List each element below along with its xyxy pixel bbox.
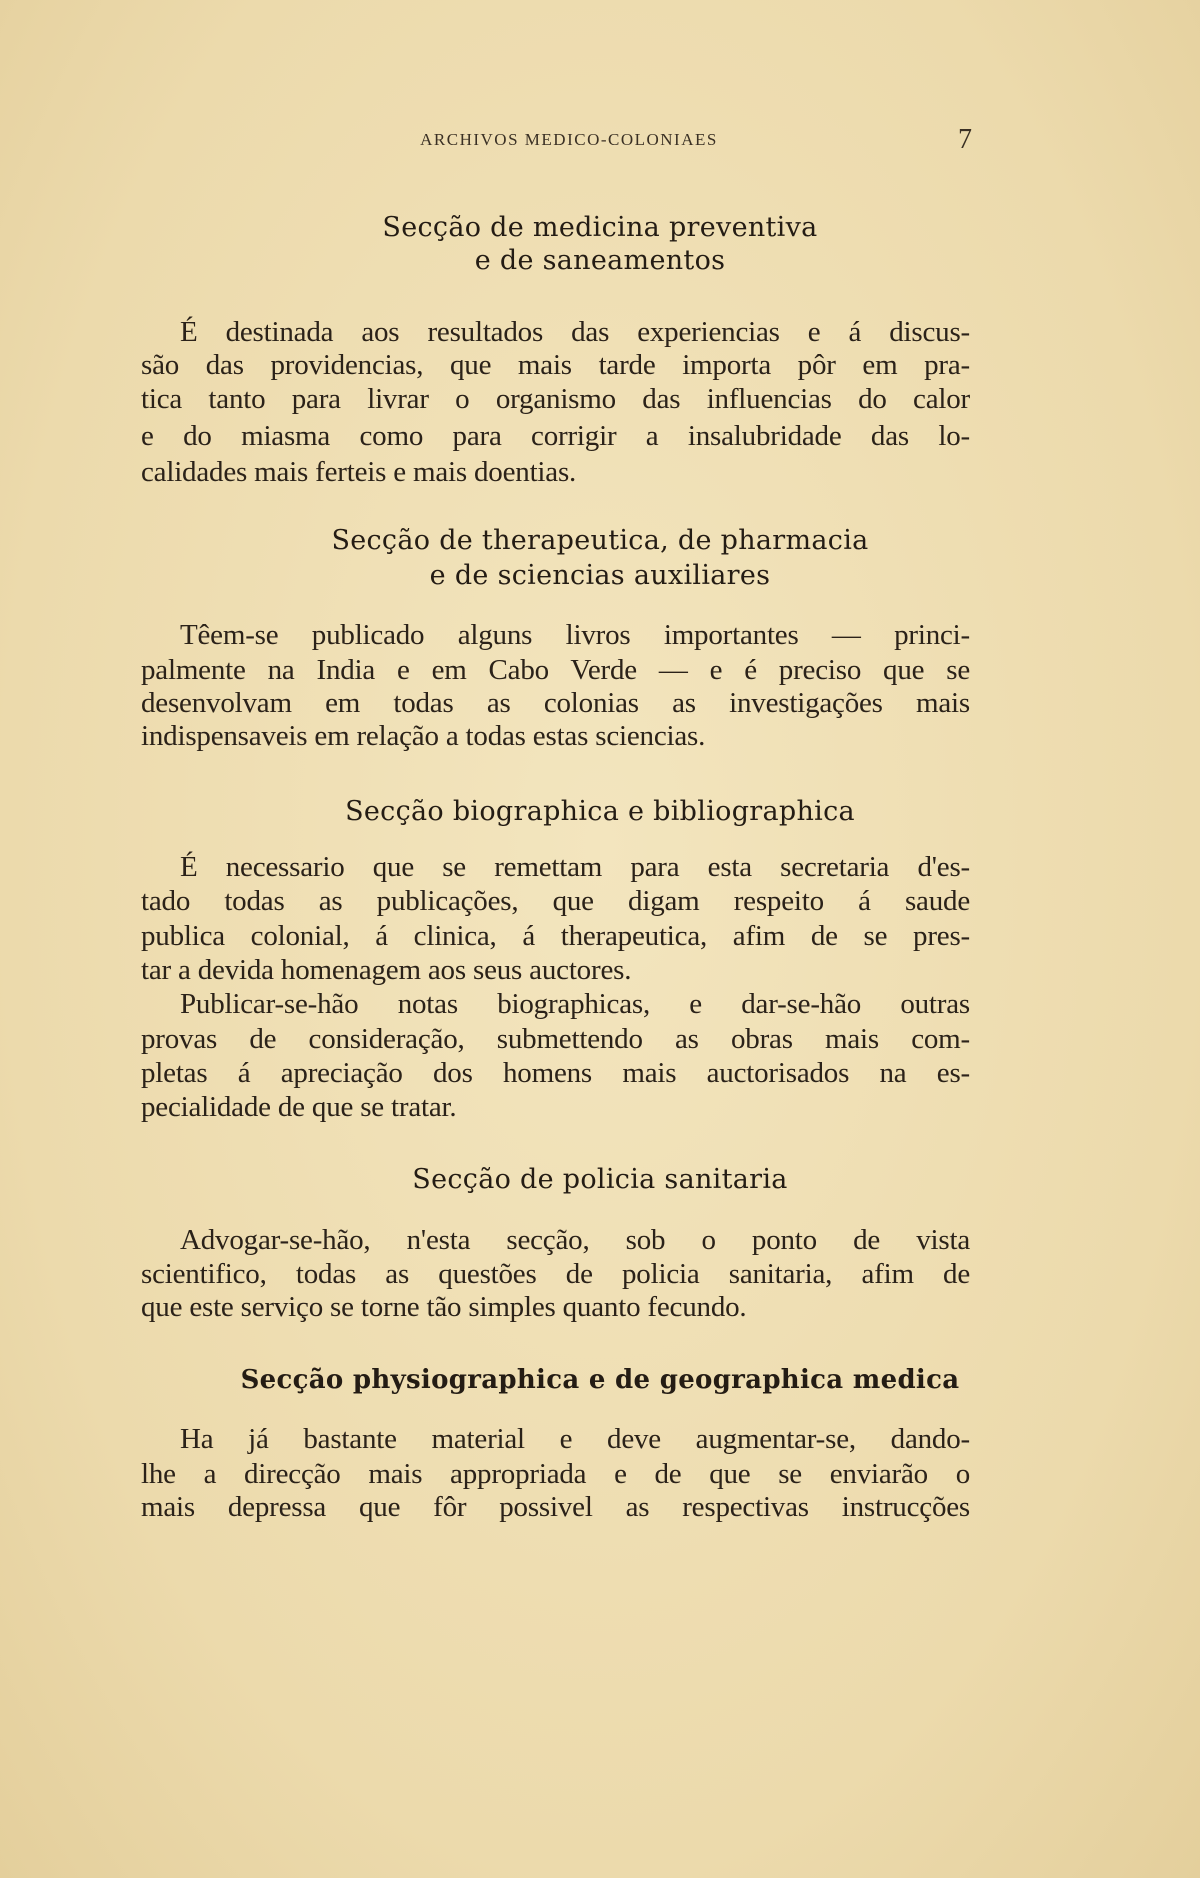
paragraph-line: provas de consideração, submettendo as obras mais com- <box>141 1023 970 1055</box>
paragraph-line: indispensaveis em relação a todas estas sciencias. <box>141 720 706 752</box>
paragraph-line: scientifico, todas as questões de policia sanitaria, afim de <box>141 1258 970 1290</box>
paragraph-line: Ha já bastante material e deve augmentar-se, dando- <box>180 1423 970 1455</box>
section-heading: Secção physiographica e de geographica medica <box>240 1365 960 1395</box>
paragraph-line: desenvolvam em todas as colonias as investigações mais <box>141 687 970 719</box>
section-heading: Secção de medicina preventiva <box>382 212 818 243</box>
paragraph-line: É destinada aos resultados das experiencias e á discus- <box>180 316 970 348</box>
section-heading: e de saneamentos <box>474 245 726 276</box>
page-number: 7 <box>958 124 972 155</box>
paragraph-line: Publicar-se-hão notas biographicas, e dar-se-hão outras <box>180 988 970 1020</box>
paragraph-line: lhe a direcção mais appropriada e de que se enviarão o <box>141 1458 970 1490</box>
section-heading: e de sciencias auxiliares <box>429 560 771 591</box>
paragraph-line: mais depressa que fôr possivel as respectivas instrucções <box>141 1491 970 1523</box>
paragraph-line: e do miasma como para corrigir a insalubridade das lo- <box>141 420 970 452</box>
paragraph-line: pecialidade de que se tratar. <box>141 1091 457 1123</box>
paragraph-line: pletas á apreciação dos homens mais auctorisados na es- <box>141 1057 970 1089</box>
paragraph-line: publica colonial, á clinica, á therapeutica, afim de se pres- <box>141 920 970 952</box>
paragraph-line: tado todas as publicações, que digam respeito á saude <box>141 885 970 917</box>
paragraph-line: palmente na India e em Cabo Verde — e é preciso que se <box>141 654 970 686</box>
paragraph-line: calidades mais ferteis e mais doentias. <box>141 456 577 488</box>
section-heading: Secção de policia sanitaria <box>412 1164 788 1195</box>
paragraph-line: É necessario que se remettam para esta secretaria d'es- <box>180 851 970 883</box>
paragraph-line: Advogar-se-hão, n'esta secção, sob o ponto de vista <box>180 1224 970 1256</box>
paragraph-line: tar a devida homenagem aos seus auctores. <box>141 954 632 986</box>
paragraph-line: tica tanto para livrar o organismo das influencias do calor <box>141 383 970 415</box>
paragraph-line: Têem-se publicado alguns livros importantes — princi- <box>180 619 970 651</box>
section-heading: Secção biographica e bibliographica <box>345 796 855 827</box>
running-header: ARCHIVOS MEDICO-COLONIAES <box>420 130 718 149</box>
paragraph-line: são das providencias, que mais tarde importa pôr em pra- <box>141 349 970 381</box>
section-heading: Secção de therapeutica, de pharmacia <box>331 525 869 556</box>
paragraph-line: que este serviço se torne tão simples quanto fecundo. <box>141 1291 747 1323</box>
